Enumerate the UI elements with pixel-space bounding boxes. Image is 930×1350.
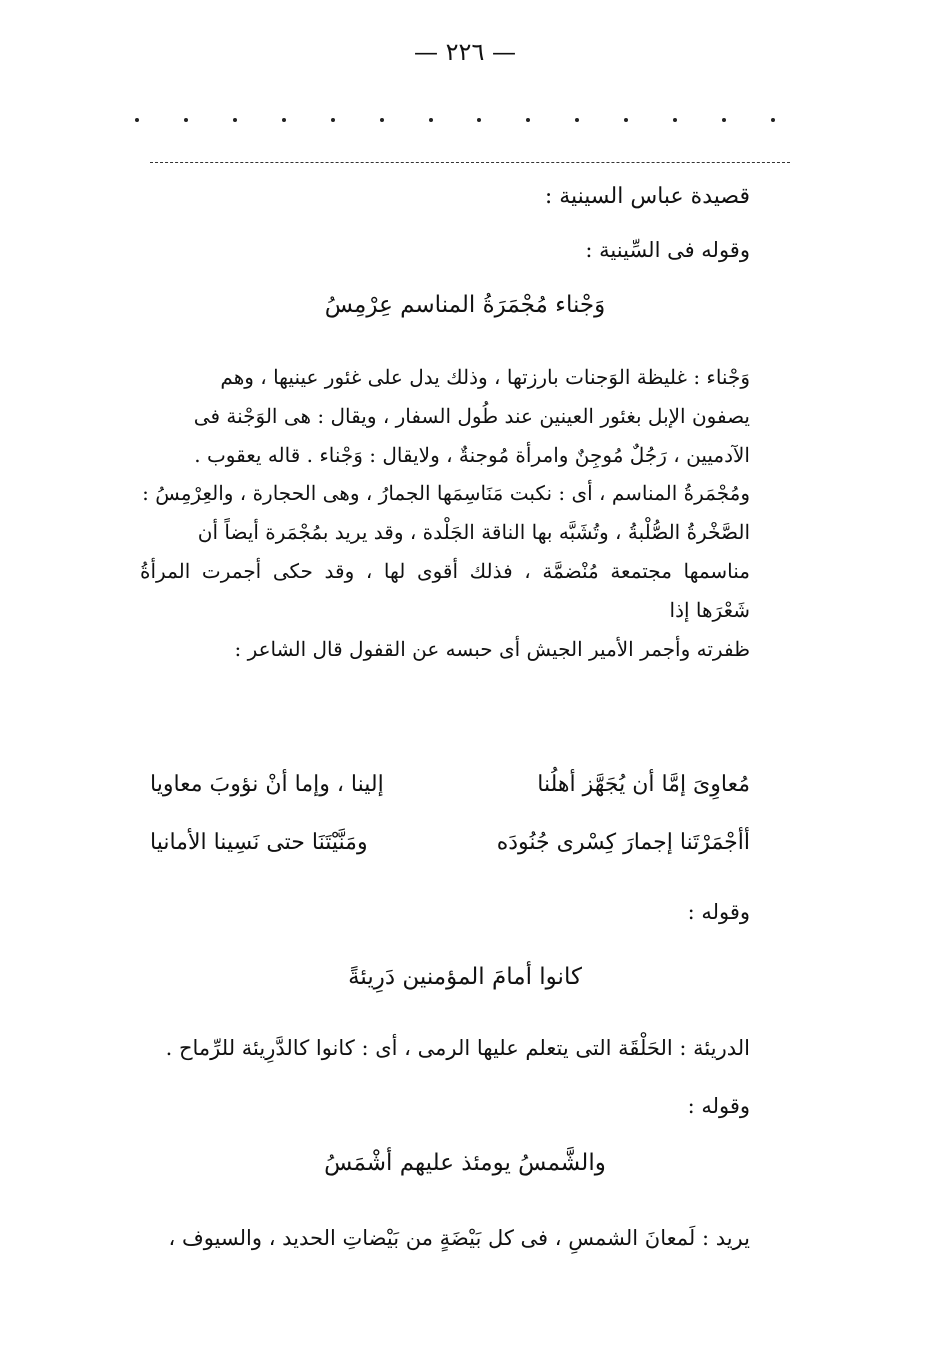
paragraph-2: الدريئة : الحَلْقَة التى يتعلم عليها الرمى ، أى : كانوا كالدَّرِيئة للرِّماح . — [165, 1036, 750, 1060]
dotted-ornament — [135, 118, 775, 138]
verse-3: والشَّمسُ يومئذ عليهم أشْمَسُ — [324, 1150, 606, 1176]
hemistich-right: أأجْمَرْتَنا إجمارَ كِسْرى جُنُودَه — [496, 830, 750, 855]
ornament-dot — [233, 118, 237, 122]
section-heading: قصيدة عباس السينية : — [544, 184, 750, 209]
ornament-dot — [771, 118, 775, 122]
paragraph-1 — [140, 358, 750, 668]
ornament-dot — [722, 118, 726, 122]
paragraph-line: ومُجْمَرةُ المناسم ، أى : نكبت مَنَاسِمَها الجمارُ ، وهى الحجارة ، والعِرْمِسُ : — [142, 481, 750, 506]
verse-2: كانوا أمامَ المؤمنين دَرِيئةً — [348, 964, 582, 990]
poem-line-2 — [150, 830, 750, 855]
ornament-dot — [624, 118, 628, 122]
ornament-dot — [380, 118, 384, 122]
poem-line-1 — [150, 772, 750, 797]
ornament-dot — [184, 118, 188, 122]
paragraph-line: يصفون الإبل بغئور العينين عند طُول السفار ، ويقال : هى الوَجْنة فى — [193, 403, 750, 428]
section-divider — [150, 162, 790, 163]
ornament-dot — [429, 118, 433, 122]
intro-line-1: وقوله فى السِّينية : — [585, 238, 750, 262]
ornament-dot — [673, 118, 677, 122]
ornament-dot — [135, 118, 139, 122]
paragraph-line: مناسمها مجتمعة مُنْضمَّة ، فذلك أقوى لها ، وقد حكى أجمرت المرأةُ شَعْرَها إذا — [140, 558, 750, 622]
hemistich-left: ومَنَّيْتَنَا حتى نَسِينا الأمانيا — [150, 830, 368, 855]
intro-line-3: وقوله : — [687, 1094, 750, 1118]
ornament-dot — [282, 118, 286, 122]
ornament-dot — [575, 118, 579, 122]
intro-line-2: وقوله : — [687, 900, 750, 924]
paragraph-3: يريد : لَمعانَ الشمسِ ، فى كل بَيْضَةٍ من بَيْضاتِ الحديد ، والسيوف ، — [168, 1226, 750, 1250]
paragraph-line: ظفرته وأجمر الأمير الجيش أى حبسه عن القفول قال الشاعر : — [234, 636, 750, 661]
hemistich-left: إلينا ، وإما أنْ نؤوبَ معاويا — [150, 772, 384, 797]
paragraph-line: الصَّخْرةُ الصُّلْبةُ ، وتُشَبَّه بها الناقة الجَلْدة ، وقد يريد بمُجْمَرة أيضاً أن — [197, 520, 750, 545]
ornament-dot — [526, 118, 530, 122]
paragraph-line: وَجْناء : غليظة الوَجنات بارزتها ، وذلك يدل على غئور عينيها ، وهم — [220, 365, 750, 389]
paragraph-line: الآدميين ، رَجُلٌ مُوجِنٌ وامرأة مُوجنةٌ ، ولايقال : وَجْناء . قاله يعقوب . — [194, 442, 750, 467]
hemistich-right: مُعاوِىَ إمَّا أن يُجَهَّز أهلُنا — [537, 772, 750, 797]
verse-1: وَجْناء مُجْمَرَةُ المناسم عِرْمِسُ — [324, 292, 606, 318]
page-number: — ٢٢٦ — — [414, 38, 516, 66]
ornament-dot — [331, 118, 335, 122]
ornament-dot — [477, 118, 481, 122]
